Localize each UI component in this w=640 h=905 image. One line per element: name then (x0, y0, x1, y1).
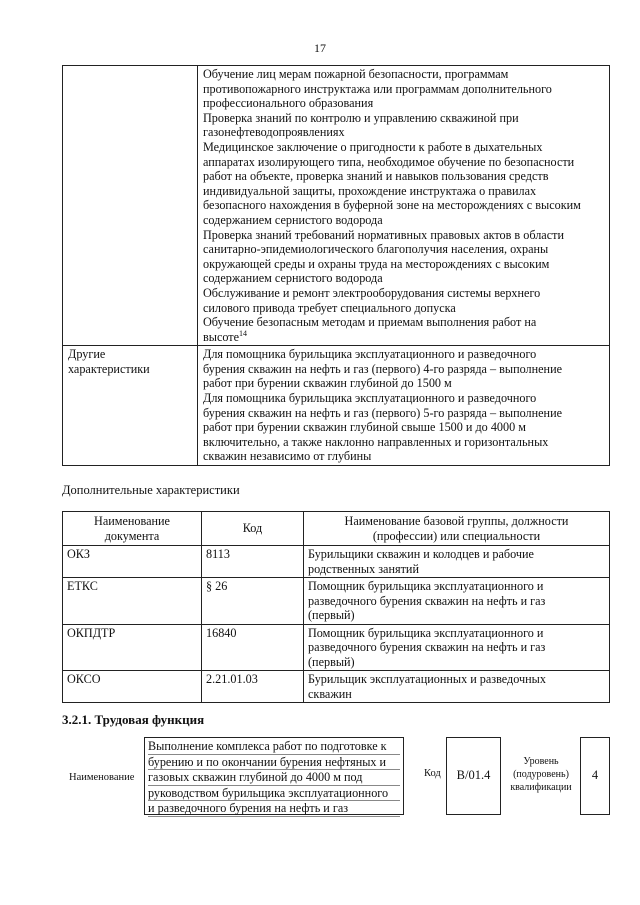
name-cell (304, 624, 610, 671)
code-cell: 2.21.01.03 (202, 671, 304, 703)
other-characteristics-label (63, 346, 198, 466)
level-label-line: Уровень (523, 756, 559, 767)
table-row (63, 671, 610, 703)
requirement-line: санитарно-эпидемиологического благополучия населения, охраны (203, 242, 549, 257)
header-line: Код (242, 521, 263, 536)
code-cell: § 26 (202, 578, 304, 625)
other-line: работ при бурении скважин глубиной до 1500 м (203, 376, 452, 391)
additional-title: Дополнительные характеристики (62, 483, 240, 497)
labor-function-title: 3.2.1. Трудовая функция (62, 712, 205, 727)
other-line: бурения скважин на нефть и газ (первого) 5-го разряда – выполнение (203, 405, 563, 420)
requirement-line: аппаратах изолирующего типа, необходимое обучение по безопасности (203, 154, 575, 169)
name-line: Бурильщики скважин и колодцев и рабочие (308, 547, 534, 561)
requirement-line: работ на объекте, проверка знаний и навыков пользования средств (203, 169, 549, 184)
requirements-left-cell (63, 66, 198, 346)
requirement-line: газонефтеводопроявлениях (203, 125, 345, 140)
requirement-line: Проверка знаний требований нормативных правовых актов в области (203, 227, 564, 242)
other-line: включительно, а также наклонно направленных и горизонтальных (203, 434, 549, 449)
other-label-line: Другие (68, 347, 106, 362)
requirement-last-text: высоте (203, 329, 240, 344)
code-cell: 16840 (202, 624, 304, 671)
requirement-line: содержанием сернистого водорода (203, 212, 383, 227)
other-line: Для помощника бурильщика эксплуатационного и разведочного (203, 391, 537, 406)
other-line: скважин независимо от глубины (203, 449, 372, 464)
function-name-line: и разведочного бурения на нефть и газ (148, 801, 400, 817)
requirement-line: окружающей среды и охраны труда на месторождениях с высоким (203, 256, 550, 271)
requirement-line: Медицинское заключение о пригодности к работе в дыхательных (203, 139, 543, 154)
name-line: разведочного бурения скважин на нефть и газ (308, 593, 546, 608)
other-line: Для помощника бурильщика эксплуатационного и разведочного (203, 347, 537, 362)
doc-cell: ЕТКС (63, 578, 202, 625)
requirement-line: силового привода требует специального допуска (203, 300, 456, 315)
name-line: Помощник бурильщика эксплуатационного и (308, 579, 544, 593)
function-name-line: бурению и по окончании бурения нефтяных и (148, 755, 400, 771)
requirement-line-last (203, 330, 605, 345)
additional-table (62, 511, 610, 703)
name-cell (304, 578, 610, 625)
header-group-name (304, 512, 610, 546)
function-name-box (144, 737, 404, 815)
header-document (63, 512, 202, 546)
other-characteristics-text (198, 346, 610, 466)
requirement-line: профессионального образования (203, 96, 374, 111)
other-label-line: характеристики (68, 361, 150, 376)
name-line: скважин (308, 686, 352, 701)
requirement-line: Проверка знаний по контролю и управлению скважиной при (203, 110, 519, 125)
function-code-label: Код (424, 768, 441, 779)
function-name-line: Выполнение комплекса работ по подготовке к (148, 739, 400, 755)
other-line: работ при бурении скважин глубиной свыше 1500 и до 4000 м (203, 420, 526, 435)
function-name-line: руководством бурильщика эксплуатационного (148, 786, 400, 802)
header-line: Наименование базовой группы, должности (344, 514, 569, 528)
requirement-line: содержанием сернистого водорода (203, 271, 383, 286)
page-number: 17 (314, 41, 326, 55)
name-cell (304, 546, 610, 578)
requirement-line: Обучение безопасным методам и приемам выполнения работ на (203, 315, 537, 330)
header-line: (профессии) или специальности (372, 528, 541, 543)
name-line: родственных занятий (308, 561, 419, 576)
name-line: (первый) (308, 608, 355, 622)
table-row (63, 546, 610, 578)
name-line: Бурильщик эксплуатационных и разведочных (308, 672, 546, 686)
requirement-line: Обслуживание и ремонт электрооборудования системы верхнего (203, 285, 541, 300)
doc-cell: ОКПДТР (63, 624, 202, 671)
doc-cell: ОКЗ (63, 546, 202, 578)
function-name-line: газовых скважин глубиной до 4000 м под (148, 770, 400, 786)
other-line: бурения скважин на нефть и газ (первого) 4-го разряда – выполнение (203, 361, 563, 376)
doc-cell: ОКСО (63, 671, 202, 703)
table-row (63, 66, 610, 346)
table-row (63, 346, 610, 466)
requirement-line: индивидуальной защиты, прохождение инструктажа о правилах (203, 183, 537, 198)
requirement-line: безопасного нахождения в буферной зоне на месторождениях с высоким (203, 198, 581, 213)
name-line: (первый) (308, 654, 355, 669)
table-header-row (63, 512, 610, 546)
header-line: Наименование (94, 514, 170, 528)
function-name-label: Наименование (69, 772, 135, 783)
requirement-line: противопожарного инструктажа или программам дополнительного (203, 81, 552, 96)
table-row (63, 624, 610, 671)
level-label-line: (подуровень) (513, 769, 569, 780)
requirements-table (62, 65, 610, 466)
header-code (202, 512, 304, 546)
level-label-line: квалификации (510, 782, 572, 793)
code-cell: 8113 (202, 546, 304, 578)
table-row (63, 578, 610, 625)
requirements-text-cell (198, 66, 610, 346)
name-cell (304, 671, 610, 703)
header-line: документа (104, 528, 160, 543)
requirement-line: Обучение лиц мерам пожарной безопасности, программам (203, 67, 509, 81)
qualification-level-label (506, 755, 576, 794)
name-line: разведочного бурения скважин на нефть и газ (308, 640, 546, 654)
function-code-box: B/01.4 (446, 737, 501, 815)
footnote-marker: 14 (239, 328, 248, 338)
qualification-level-box: 4 (580, 737, 610, 815)
name-line: Помощник бурильщика эксплуатационного и (308, 625, 544, 640)
